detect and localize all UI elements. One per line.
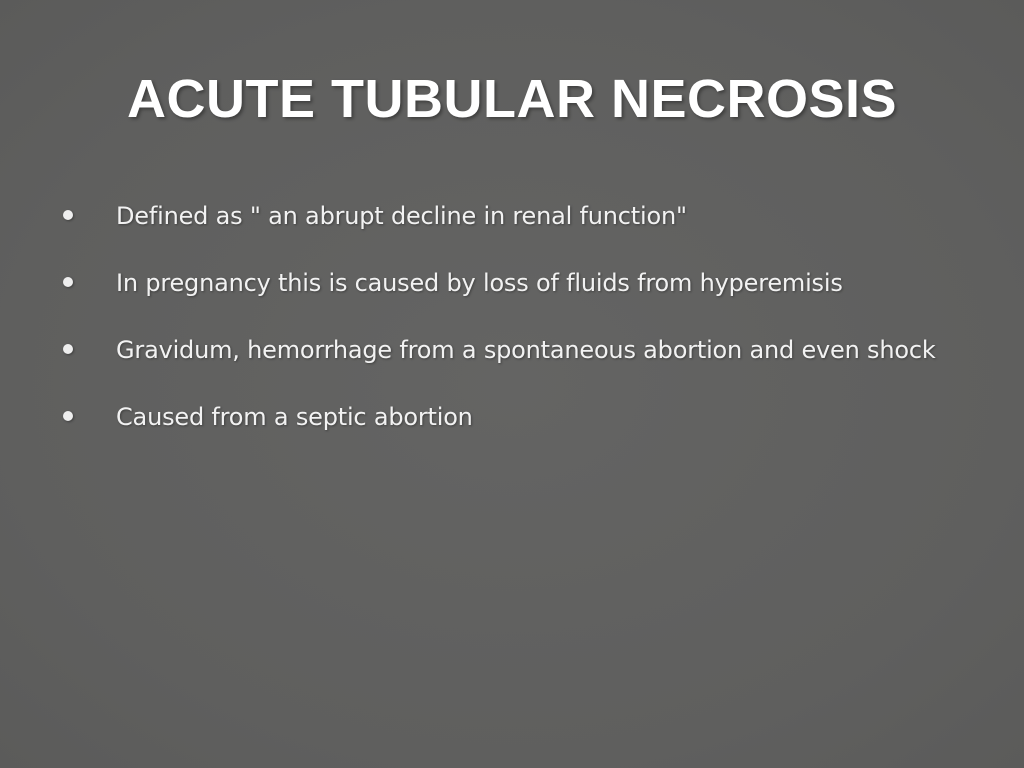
slide-title: ACUTE TUBULAR NECROSIS bbox=[126, 69, 897, 129]
list-item bbox=[60, 397, 1000, 464]
bullet-text: Caused from a septic abortion bbox=[116, 403, 473, 431]
bullet-text: Defined as " an abrupt decline in renal function" bbox=[116, 202, 687, 230]
bullet-dot-icon bbox=[63, 344, 73, 354]
list-item bbox=[60, 263, 1000, 330]
bullet-dot-icon bbox=[63, 411, 73, 421]
bullet-text: Gravidum, hemorrhage from a spontaneous abortion and even shock bbox=[116, 336, 936, 364]
list-item bbox=[60, 330, 1000, 397]
list-item bbox=[60, 196, 1000, 263]
bullet-dot-icon bbox=[63, 210, 73, 220]
bullet-dot-icon bbox=[63, 277, 73, 287]
bullet-text: In pregnancy this is caused by loss of fluids from hyperemisis bbox=[116, 269, 843, 297]
bullet-list bbox=[60, 196, 1000, 464]
